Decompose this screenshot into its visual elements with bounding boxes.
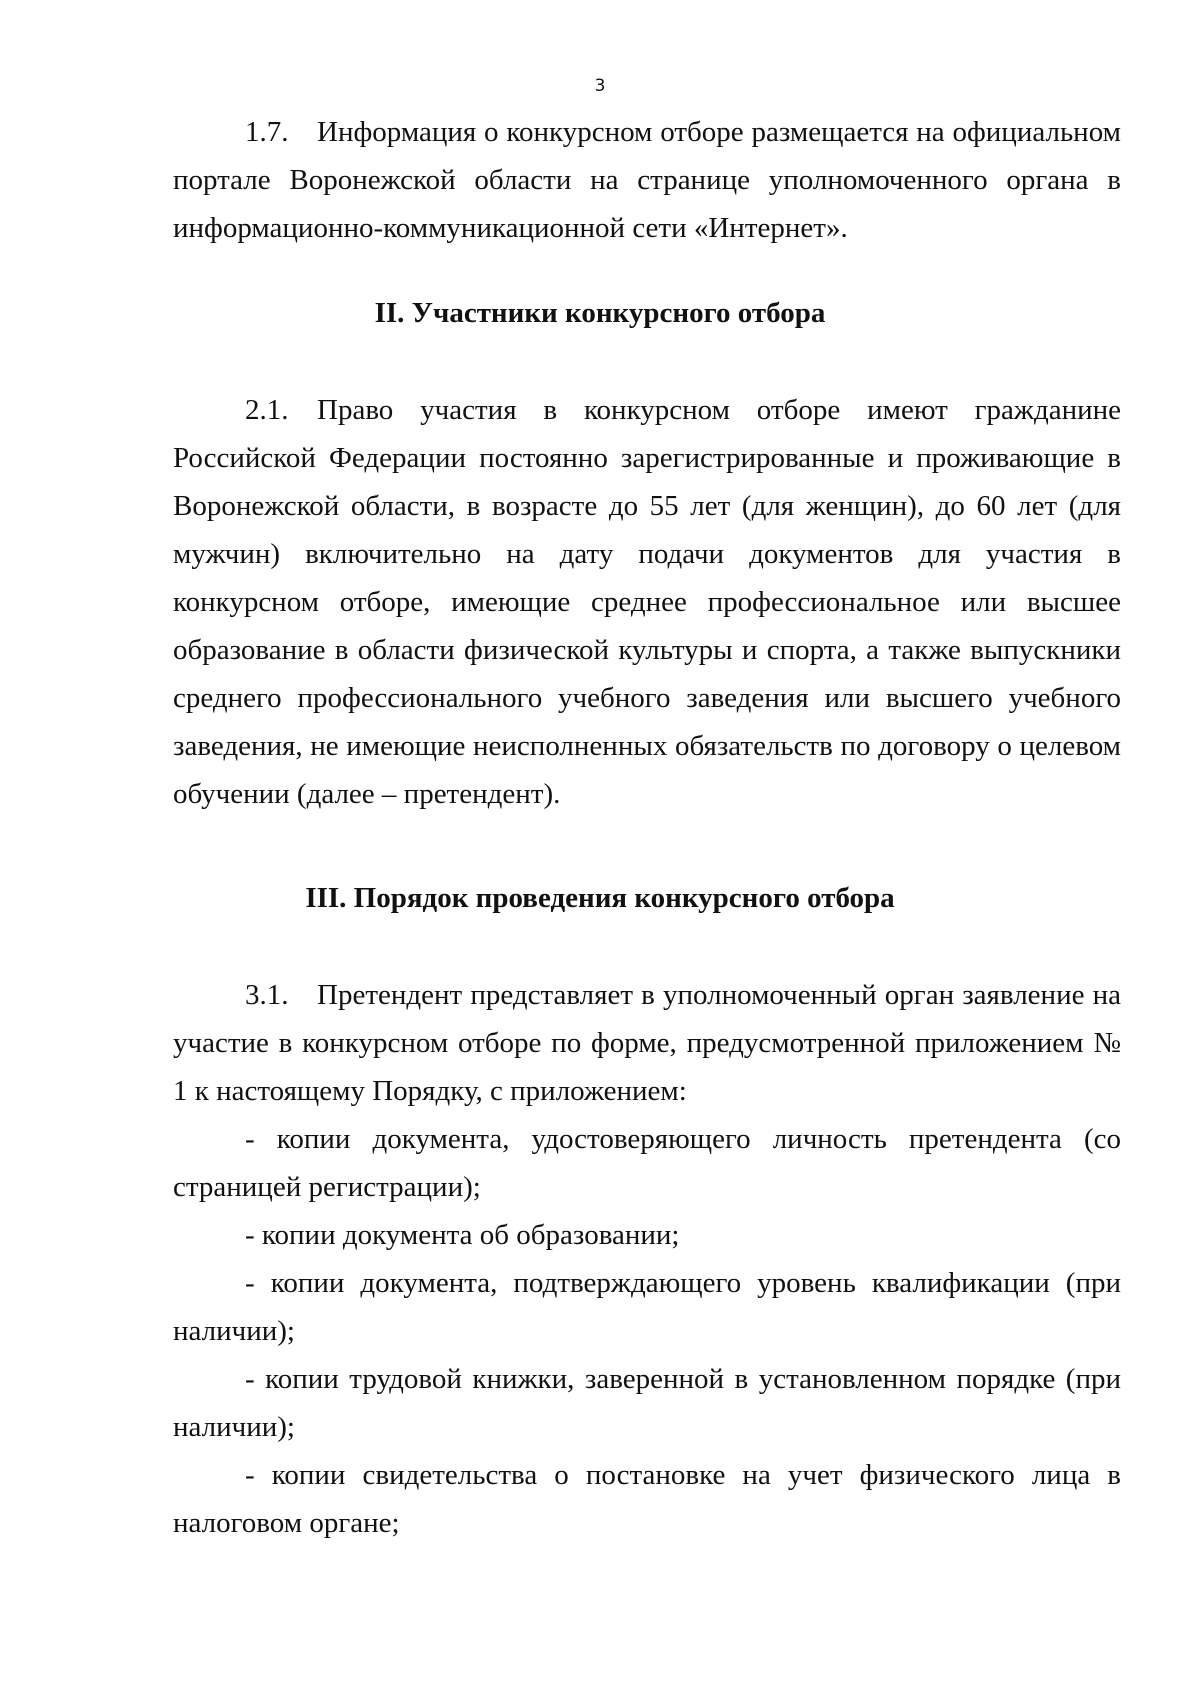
list-item: - копии документа об образовании; [245, 1219, 680, 1251]
paragraph-number: 2.1. [245, 394, 289, 426]
paragraph-text: Претендент представляет в уполномоченный орган заявление на участие в конкурсном отборе по форме, предусмотренной приложением № 1 к настоящему Порядку, с приложением: [173, 979, 1121, 1107]
list-item: - копии документа, подтверждающего уровень квалификации (при наличии); [173, 1267, 1121, 1347]
list-item: - копии трудовой книжки, заверенной в установленном порядке (при наличии); [173, 1363, 1121, 1443]
page-number: 3 [594, 76, 606, 96]
paragraph-text: Информация о конкурсном отборе размещается на официальном портале Воронежской области на странице уполномоченного органа в информационно-коммуникационной сети «Интернет». [173, 116, 1121, 244]
paragraph-text: Право участия в конкурсном отборе имеют гражданине Российской Федерации постоянно зарегистрированные и проживающие в Воронежской области, в возрасте до 55 лет (для женщин), до 60 лет (для мужчин) включительно на дату подачи документов для участия в конкурсном отборе, имеющие среднее профессиональное или высшее образование в области физической культуры и спорта, а также выпускники среднего профессионального учебного заведения или высшего учебного заведения, не имеющие неисполненных обязательств по договору о целевом обучении (далее – претендент). [173, 394, 1121, 810]
paragraph-number: 3.1. [245, 979, 289, 1011]
list-item: - копии свидетельства о постановке на учет физического лица в налоговом органе; [173, 1459, 1121, 1539]
section-heading-ii: II. Участники конкурсного отбора [374, 297, 826, 329]
paragraph-number: 1.7. [245, 116, 289, 148]
paragraph-2-1 [173, 386, 1121, 818]
paragraph-1-7 [173, 108, 1121, 252]
list-item: - копии документа, удостоверяющего личность претендента (со страницей регистрации); [173, 1123, 1121, 1203]
section-heading-iii: III. Порядок проведения конкурсного отбора [305, 882, 895, 914]
paragraph-3-1 [173, 971, 1121, 1547]
